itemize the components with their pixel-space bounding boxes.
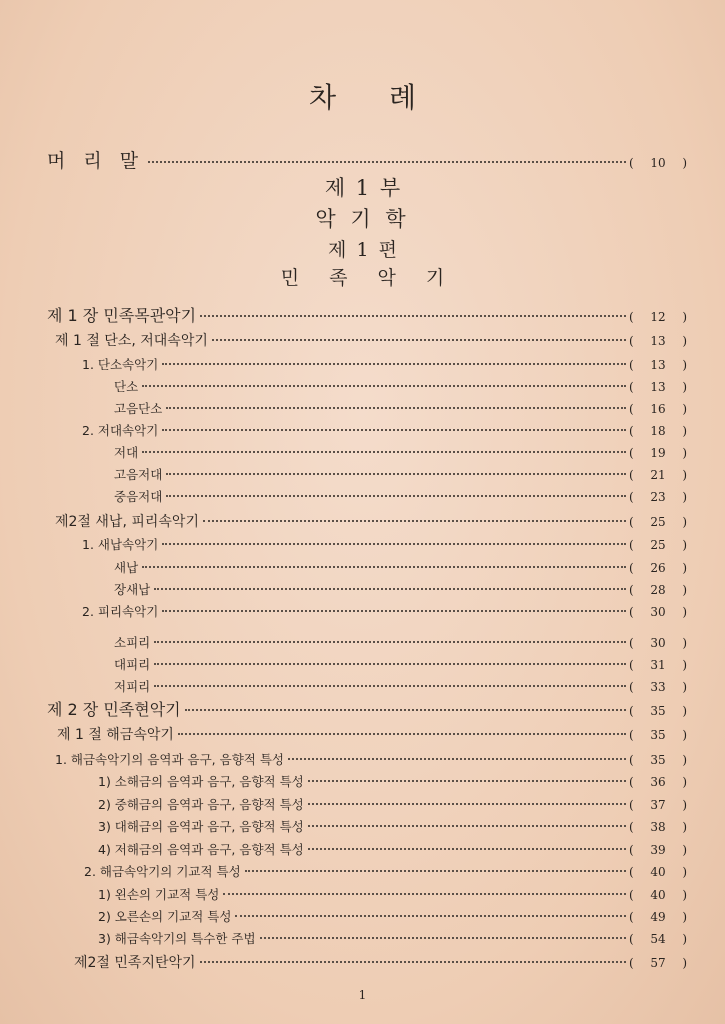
toc-entry <box>114 487 687 507</box>
toc-page: ( 28 ) <box>629 583 687 597</box>
toc-label: 2) 오른손의 기교적 특성 <box>98 909 232 924</box>
toc-page: ( 21 ) <box>629 468 687 482</box>
dot-leader <box>288 757 626 760</box>
toc-page: ( 13 ) <box>629 380 687 394</box>
toc-entry <box>98 885 687 905</box>
toc-page: ( 30 ) <box>629 605 687 619</box>
toc-label: 장새납 <box>114 582 151 597</box>
toc-entry <box>55 330 687 350</box>
toc-page: ( 23 ) <box>629 490 687 504</box>
toc-entry <box>47 697 687 717</box>
dot-leader <box>162 362 626 365</box>
toc-label: 새납 <box>114 560 139 575</box>
dot-leader <box>162 542 626 545</box>
dot-leader <box>200 960 626 963</box>
toc-label: 제 1 절 단소, 저대속악기 <box>55 333 208 349</box>
page-number: 1 <box>358 988 367 1002</box>
toc-page: ( 25 ) <box>629 515 687 529</box>
toc-page: ( 36 ) <box>629 775 687 789</box>
toc-label: 4) 저해금의 음역과 음구, 음향적 특성 <box>98 842 304 857</box>
toc-label: 1. 단소속악기 <box>82 357 159 372</box>
toc-entry <box>82 535 687 555</box>
dot-leader <box>154 640 626 643</box>
dot-leader <box>308 779 626 782</box>
toc-entry <box>114 443 687 463</box>
toc-page: ( 10 ) <box>629 156 687 170</box>
toc-entry <box>98 772 687 792</box>
toc-label: 소피리 <box>114 635 151 650</box>
dot-leader <box>166 494 626 497</box>
toc-page: ( 31 ) <box>629 658 687 672</box>
toc-entry <box>98 929 687 949</box>
toc-page: ( 37 ) <box>629 798 687 812</box>
toc-page: ( 13 ) <box>629 334 687 348</box>
toc-entry <box>47 303 687 323</box>
toc-entry <box>82 602 687 622</box>
toc-entry <box>82 355 687 375</box>
toc-label: 제 1 절 해금속악기 <box>57 727 174 743</box>
toc-page: ( 33 ) <box>629 680 687 694</box>
dot-leader <box>142 384 626 387</box>
toc-page: ( 57 ) <box>629 956 687 970</box>
dot-leader <box>200 314 626 317</box>
volume-title: 민 족 악 기 <box>280 267 457 289</box>
dot-leader <box>162 428 626 431</box>
toc-label: 3) 해금속악기의 특수한 주법 <box>98 931 256 946</box>
toc-label: 제 2 장 민족현악기 <box>47 700 181 719</box>
toc-page: ( 35 ) <box>629 753 687 767</box>
part-title: 악 기 학 <box>315 207 410 231</box>
toc-page: ( 35 ) <box>629 704 687 718</box>
toc-page: ( 39 ) <box>629 843 687 857</box>
dot-leader <box>203 519 626 522</box>
toc-label: 2) 중해금의 음역과 음구, 음향적 특성 <box>98 797 304 812</box>
toc-entry <box>114 633 687 653</box>
toc-entry <box>57 724 687 744</box>
toc-page: ( 13 ) <box>629 358 687 372</box>
toc-page: ( 18 ) <box>629 424 687 438</box>
toc-page: ( 54 ) <box>629 932 687 946</box>
dot-leader <box>142 450 626 453</box>
toc-label: 3) 대해금의 음역과 음구, 음향적 특성 <box>98 819 304 834</box>
toc-entry <box>114 677 687 697</box>
page-title: 차 례 <box>309 81 438 114</box>
toc-label: 제2절 민족지탄악기 <box>74 955 196 971</box>
dot-leader <box>142 565 626 568</box>
toc-entry <box>98 840 687 860</box>
toc-page: ( 16 ) <box>629 402 687 416</box>
toc-label: 단소 <box>114 379 139 394</box>
toc-label: 제2절 새납, 피리속악기 <box>55 514 199 530</box>
dot-leader <box>185 708 626 711</box>
dot-leader <box>245 869 626 872</box>
toc-label: 저대 <box>114 445 139 460</box>
toc-label: 대피리 <box>114 657 151 672</box>
toc-label: 2. 저대속악기 <box>82 423 159 438</box>
toc-page: ( 25 ) <box>629 538 687 552</box>
dot-leader <box>308 802 626 805</box>
toc-entry <box>114 377 687 397</box>
dot-leader <box>154 587 626 590</box>
dot-leader <box>308 847 626 850</box>
toc-label: 머 리 말 <box>47 150 145 172</box>
toc-label: 1) 왼손의 기교적 특성 <box>98 887 220 902</box>
toc-entry <box>114 558 687 578</box>
toc-entry <box>55 511 687 531</box>
toc-label: 2. 해금속악기의 기교적 특성 <box>84 864 241 879</box>
toc-entry <box>98 907 687 927</box>
dot-leader <box>166 406 626 409</box>
toc-page: ( 49 ) <box>629 910 687 924</box>
toc-entry <box>74 952 687 972</box>
dot-leader <box>260 936 626 939</box>
toc-label: 저피리 <box>114 679 151 694</box>
dot-leader <box>308 824 626 827</box>
toc-page: ( 35 ) <box>629 728 687 742</box>
dot-leader <box>212 338 626 341</box>
dot-leader <box>178 732 626 735</box>
toc-page: ( 26 ) <box>629 561 687 575</box>
toc-entry <box>82 421 687 441</box>
toc-entry <box>98 795 687 815</box>
dot-leader <box>235 914 626 917</box>
toc-entry <box>55 750 687 770</box>
dot-leader <box>166 472 626 475</box>
dot-leader <box>154 662 626 665</box>
toc-label: 1. 해금속악기의 음역과 음구, 음향적 특성 <box>55 752 284 767</box>
volume-heading: 제 1 편 <box>328 239 397 261</box>
toc-page: ( 40 ) <box>629 865 687 879</box>
toc-label: 1) 소해금의 음역과 음구, 음향적 특성 <box>98 774 304 789</box>
dot-leader <box>223 892 626 895</box>
toc-entry <box>114 399 687 419</box>
dot-leader <box>154 684 626 687</box>
toc-label: 고음단소 <box>114 401 163 416</box>
toc-entry <box>114 580 687 600</box>
toc-entry <box>114 655 687 675</box>
toc-page: ( 30 ) <box>629 636 687 650</box>
toc-page: ( 19 ) <box>629 446 687 460</box>
toc-page: ( 12 ) <box>629 310 687 324</box>
toc-label: 2. 피리속악기 <box>82 604 159 619</box>
dot-leader <box>162 609 626 612</box>
toc-entry <box>84 862 687 882</box>
toc-entry <box>98 817 687 837</box>
toc-label: 중음저대 <box>114 489 163 504</box>
toc-label: 고음저대 <box>114 467 163 482</box>
toc-page: ( 40 ) <box>629 888 687 902</box>
part-heading: 제 1 부 <box>324 176 401 200</box>
toc-label: 제 1 장 민족목관악기 <box>47 306 197 325</box>
toc-label: 1. 새납속악기 <box>82 537 159 552</box>
toc-entry <box>114 465 687 485</box>
toc-page: ( 38 ) <box>629 820 687 834</box>
